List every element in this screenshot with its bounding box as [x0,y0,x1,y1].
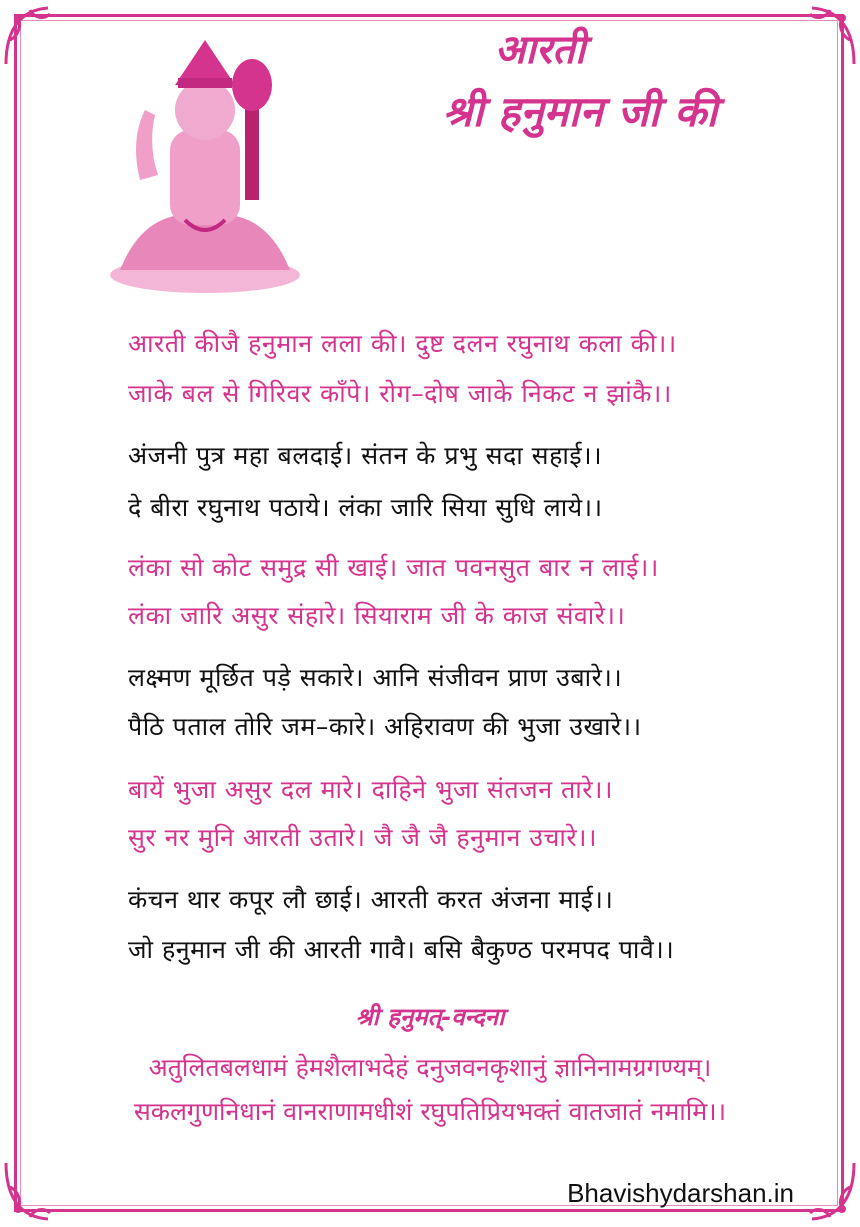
site-watermark: Bhavishydarshan.in [567,1178,794,1208]
verse-line: कंचन थार कपूर लौ छाई। आरती करत अंजना माई।। [128,885,614,914]
verse-line: लक्ष्मण मूर्छित पड़े सकारे। आनि संजीवन प्राण उबारे।। [128,663,623,692]
vandana-heading: श्री हनुमत्-वन्दना [355,1003,505,1031]
ornament-corner-icon [0,0,70,70]
page-title-line1: आरती [494,27,586,73]
verse-line: जो हनुमान जी की आरती गावै। बसि बैकुण्ठ परमपद पावै।। [128,935,675,964]
verse-line: जाके बल से गिरिवर काँपे। रोग–दोष जाके निकट न झांकै।। [128,379,672,408]
ornament-corner-icon [790,0,860,70]
verse-line: अंजनी पुत्र महा बलदाई। संतन के प्रभु सदा सहाई।। [128,441,603,470]
vandana-line: अतुलितबलधामं हेमशैलाभदेहं दनुजवनकृशानुं ज्ञानिनामग्रगण्यम्। [148,1053,712,1082]
verse-line: पैठि पताल तोरि जम–कारे। अहिरावण की भुजा उखारे।। [128,712,642,741]
vandana-line: सकलगुणनिधानं वानराणामधीशं रघुपतिप्रियभक्तं वातजातं नमामि।। [133,1097,727,1126]
verse-line: लंका सो कोट समुद्र सी खाई। जात पवनसुत बार न लाई।। [128,553,659,582]
hanuman-image [100,30,310,300]
page-title-line2: श्री हनुमान जी की [442,87,718,136]
verse-line: बायें भुजा असुर दल मारे। दाहिने भुजा संतजन तारे।। [128,775,613,804]
verse-line: दे बीरा रघुनाथ पठाये। लंका जारि सिया सुधि लाये।। [128,493,603,522]
ornament-corner-icon [790,1157,860,1227]
ornament-corner-icon [0,1157,70,1227]
verse-line: लंका जारि असुर संहारे। सियाराम जी के काज संवारे।। [128,601,626,630]
verse-line: आरती कीजै हनुमान लला की। दुष्ट दलन रघुनाथ कला की।। [128,329,677,358]
verse-line: सुर नर मुनि आरती उतारे। जै जै जै हनुमान उचारे।। [128,823,597,852]
